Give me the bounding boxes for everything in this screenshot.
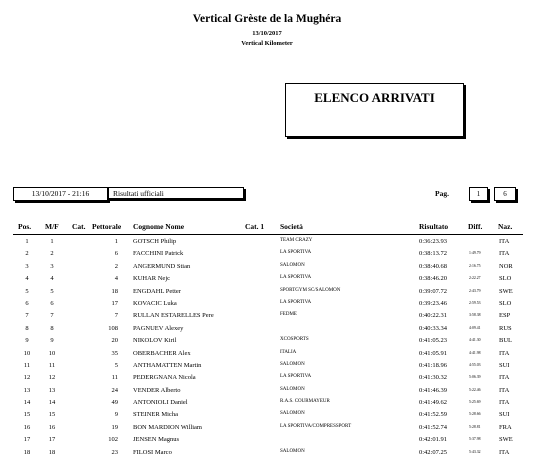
cell-time: 0:40:22.31 [419, 312, 447, 320]
header-divider [13, 234, 523, 235]
cell-diff: 5:28.81 [469, 424, 481, 429]
cell-club: SPORTGYM SC/SALOMON [280, 287, 341, 293]
cell-naz: ITA [499, 374, 510, 382]
cell-mf: 18 [48, 448, 56, 456]
cell-pos: 17 [23, 436, 31, 444]
table-row [0, 325, 534, 337]
cell-naz: ITA [499, 448, 510, 456]
cell-diff: 2:22.27 [469, 276, 481, 281]
status-box: Risultati ufficiali [108, 187, 244, 199]
cell-club: FEDME [280, 312, 297, 318]
cell-pos: 14 [23, 399, 31, 407]
cell-naz: ITA [499, 349, 510, 357]
cell-club: SALOMON [280, 386, 305, 392]
cell-name: FACCHINI Patrick [133, 250, 184, 258]
col-cat: Cat. [72, 222, 86, 231]
cell-time: 0:39:23.46 [419, 299, 447, 307]
cell-pos: 1 [25, 238, 29, 245]
page-current: 1 [469, 187, 488, 201]
cell-time: 0:41:05.23 [419, 337, 447, 345]
cell-bib: 2 [114, 262, 118, 270]
cell-mf: 16 [48, 423, 56, 431]
results-header [0, 222, 534, 232]
cell-bib: 35 [111, 349, 118, 357]
cell-name: STEINER Micha [133, 411, 178, 419]
cell-mf: 8 [50, 324, 54, 332]
cell-club: LA SPORTIVA [280, 250, 312, 256]
cell-diff: 1:49.79 [469, 251, 481, 256]
cell-naz: ITA [499, 250, 510, 258]
event-subtitle: Vertical Kilometer [241, 40, 293, 47]
cell-mf: 17 [48, 436, 56, 444]
cell-name: NIKOLOV Kiril [133, 337, 177, 345]
cell-diff: 5:25.69 [469, 400, 481, 405]
cell-pos: 2 [25, 250, 29, 258]
cell-diff: 3:58.38 [469, 313, 481, 318]
cell-club: XCOSPORTS [280, 337, 309, 343]
col-bib: Pettorale [92, 222, 122, 231]
cell-name: GOTSCH Philip [133, 238, 177, 245]
cell-pos: 16 [23, 423, 31, 431]
cell-mf: 13 [48, 386, 56, 394]
cell-time: 0:38:46.20 [419, 275, 447, 283]
cell-naz: SLO [499, 299, 512, 307]
cell-naz: SLO [499, 275, 512, 283]
table-row [0, 312, 534, 324]
table-row [0, 374, 534, 386]
cell-pos: 15 [23, 411, 31, 419]
cell-bib: 102 [108, 436, 118, 444]
cell-pos: 12 [23, 374, 31, 382]
cell-bib: 18 [111, 287, 118, 295]
cell-name: FILOSI Marco [133, 448, 172, 456]
cell-diff: 4:41.98 [469, 350, 481, 355]
cell-naz: ITA [499, 399, 510, 407]
cell-bib: 24 [111, 386, 118, 394]
table-row [0, 275, 534, 287]
cell-diff: 4:41.30 [469, 338, 481, 343]
cell-mf: 12 [48, 374, 56, 382]
cell-bib: 1 [114, 238, 118, 245]
col-cat1: Cat. 1 [245, 222, 265, 231]
cell-club: ITALIA [280, 349, 297, 355]
cell-naz: SWE [499, 287, 513, 295]
cell-bib: 6 [114, 250, 118, 258]
cell-mf: 5 [50, 287, 54, 295]
cell-diff: 5:43.32 [469, 449, 481, 454]
cell-mf: 11 [48, 361, 56, 369]
cell-pos: 11 [23, 361, 31, 369]
cell-bib: 108 [108, 324, 118, 332]
cell-name: KUHAR Nejc [133, 275, 171, 283]
cell-time: 0:41:52.59 [419, 411, 447, 419]
cell-naz: SWE [499, 436, 513, 444]
event-title: Vertical Grèste de la Mughéra [192, 13, 342, 25]
table-row [0, 424, 534, 436]
table-row [0, 300, 534, 312]
cell-naz: ITA [499, 386, 510, 394]
cell-naz: ITA [499, 238, 510, 245]
cell-time: 0:41:18.96 [419, 361, 447, 369]
cell-bib: 20 [111, 337, 118, 345]
cell-mf: 10 [48, 349, 56, 357]
col-pos: Pos. [18, 222, 32, 231]
cell-pos: 10 [23, 349, 31, 357]
cell-pos: 7 [25, 312, 29, 320]
cell-name: ANGERMUND Stian [133, 262, 191, 270]
cell-bib: 49 [111, 399, 118, 407]
report-title-box [285, 83, 464, 137]
cell-club: LA SPORTIVA [280, 275, 312, 281]
timestamp-box: 13/10/2017 - 21:16 [13, 187, 108, 201]
cell-club: LA SPORTIVA [280, 374, 312, 380]
table-row [0, 337, 534, 349]
cell-pos: 18 [23, 448, 31, 456]
cell-bib: 11 [111, 374, 118, 382]
cell-club: SALOMON [280, 448, 305, 454]
cell-time: 0:38:13.72 [419, 250, 447, 258]
table-row [0, 263, 534, 275]
cell-diff: 5:06.39 [469, 375, 481, 380]
cell-time: 0:38:40.68 [419, 262, 447, 270]
col-naz: Naz. [498, 222, 513, 231]
cell-time: 0:39:07.72 [419, 287, 447, 295]
cell-name: VENDER Alberto [133, 386, 181, 394]
cell-diff: 2:16.75 [469, 263, 481, 268]
table-row [0, 350, 534, 362]
table-row [0, 449, 534, 461]
cell-diff: 2:59.53 [469, 300, 481, 305]
cell-name: PEDERGNANA Nicola [133, 374, 196, 382]
cell-naz: BUL [499, 337, 512, 345]
cell-name: ENGDAHL Petter [133, 287, 181, 295]
cell-time: 0:41:30.32 [419, 374, 447, 382]
results-table [0, 238, 534, 461]
table-row [0, 387, 534, 399]
cell-bib: 19 [111, 423, 118, 431]
cell-pos: 6 [25, 299, 29, 307]
cell-naz: RUS [499, 324, 512, 332]
cell-time: 0:42:01.91 [419, 436, 447, 444]
report-title: ELENCO ARRIVATI [314, 90, 435, 105]
cell-club: LA SPORTIVA/COMPRESSPORT [280, 423, 352, 429]
col-diff: Diff. [468, 222, 483, 231]
cell-club: SALOMON [280, 262, 305, 268]
cell-name: ANTHAMATTEN Martin [133, 361, 202, 369]
cell-diff: 4:55.03 [469, 362, 481, 367]
col-name: Cognome Nome [133, 222, 185, 231]
cell-naz: FRA [499, 423, 512, 431]
table-row [0, 411, 534, 423]
cell-bib: 7 [114, 312, 118, 320]
col-time: Risultato [419, 222, 449, 231]
cell-naz: SUI [499, 411, 510, 419]
cell-time: 0:40:33.34 [419, 324, 447, 332]
cell-bib: 23 [111, 448, 118, 456]
cell-club: R.A.S. COURMAYEUR [280, 399, 330, 405]
cell-club: TEAM CRAZY [280, 238, 313, 243]
cell-time: 0:41:52.74 [419, 423, 447, 431]
cell-club: SALOMON [280, 411, 305, 417]
cell-pos: 13 [23, 386, 31, 394]
cell-bib: 17 [111, 299, 118, 307]
cell-name: ANTONIOLI Daniel [133, 399, 188, 407]
table-row [0, 238, 534, 250]
page-total: 6 [494, 187, 516, 201]
table-row [0, 250, 534, 262]
cell-mf: 6 [50, 299, 54, 307]
cell-mf: 15 [48, 411, 56, 419]
cell-diff: 2:43.79 [469, 288, 481, 293]
cell-naz: SUI [499, 361, 510, 369]
cell-name: KOVACIC Luka [133, 299, 177, 307]
cell-bib: 4 [114, 275, 118, 283]
cell-pos: 8 [25, 324, 29, 332]
col-club: Società [280, 222, 303, 231]
cell-pos: 5 [25, 287, 29, 295]
cell-diff: 5:22.46 [469, 387, 481, 392]
cell-bib: 9 [114, 411, 118, 419]
cell-mf: 4 [50, 275, 54, 283]
table-row [0, 362, 534, 374]
cell-pos: 4 [25, 275, 29, 283]
cell-naz: NOR [499, 262, 513, 270]
cell-time: 0:41:46.39 [419, 386, 447, 394]
col-mf: M/F [45, 222, 59, 231]
cell-name: PAGNUEV Alexey [133, 324, 184, 332]
cell-name: OBERBACHER Alex [133, 349, 191, 357]
table-row [0, 288, 534, 300]
cell-mf: 14 [48, 399, 56, 407]
cell-name: RULLAN ESTARELLES Pere [133, 312, 214, 320]
cell-bib: 5 [114, 361, 118, 369]
table-row [0, 436, 534, 448]
page-label: Pag. [435, 189, 449, 198]
cell-mf: 2 [50, 250, 54, 258]
cell-mf: 1 [50, 238, 54, 245]
event-date: 13/10/2017 [252, 30, 282, 37]
cell-name: JENSEN Magnus [133, 436, 180, 444]
cell-name: BON MARDION William [133, 423, 202, 431]
cell-time: 0:41:05.91 [419, 349, 447, 357]
cell-pos: 3 [25, 262, 29, 270]
table-row [0, 399, 534, 411]
cell-pos: 9 [25, 337, 29, 345]
cell-diff: 4:09.41 [469, 325, 481, 330]
cell-mf: 3 [50, 262, 54, 270]
cell-time: 0:36:23.93 [419, 238, 447, 245]
cell-mf: 7 [50, 312, 54, 320]
cell-club: SALOMON [280, 361, 305, 367]
cell-club: LA SPORTIVA [280, 299, 312, 305]
cell-time: 0:42:07.25 [419, 448, 447, 456]
cell-diff: 5:28.66 [469, 412, 481, 417]
cell-mf: 9 [50, 337, 54, 345]
cell-time: 0:41:49.62 [419, 399, 447, 407]
cell-diff: 5:37.98 [469, 437, 481, 442]
cell-naz: ESP [499, 312, 511, 320]
